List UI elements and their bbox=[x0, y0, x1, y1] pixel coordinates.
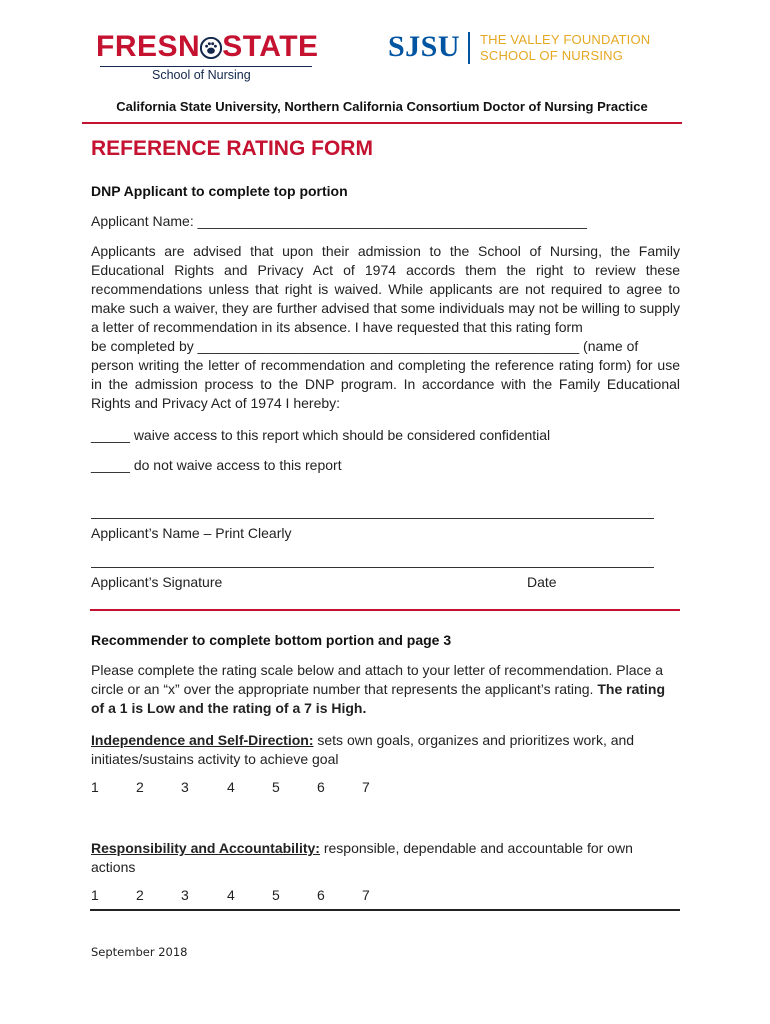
fresno-state-logo bbox=[96, 30, 319, 86]
advisory-paragraph-part1: Applicants are advised that upon their admission to the School of Nursing, the Family Educational Rights and Privacy Act of 1974 accords them the right to review these recommendations unless that right is waived. While applicants are not required to agree to make such a waiver, they are further advised that some individuals may not be willing to supply a letter of recommendation in its absence. I have requested that this rating form bbox=[91, 243, 680, 335]
rating-option-5[interactable]: 5 bbox=[272, 887, 280, 903]
rating-option-1[interactable]: 1 bbox=[91, 779, 99, 795]
recommender-instructions bbox=[91, 661, 680, 718]
sjsu-logo bbox=[388, 30, 658, 70]
not-waive-access-option[interactable]: _____ do not waive access to this report bbox=[91, 457, 342, 473]
section-divider bbox=[90, 609, 680, 611]
bottom-divider bbox=[90, 909, 680, 911]
advisory-paragraph-part2: person writing the letter of recommendation and completing the reference rating form) for use in the admission process to the DNP program. In accordance with the Family Educational Rights and Privacy Act of 1974 I hereby: bbox=[91, 357, 680, 411]
rating-option-3[interactable]: 3 bbox=[181, 779, 189, 795]
applicant-name-print-label: Applicant’s Name – Print Clearly bbox=[91, 525, 292, 541]
criterion-description: sets own goals, organizes and prioritizes work, and initiates/sustains activity to achieve goal bbox=[91, 732, 635, 767]
applicant-signature-label: Applicant’s Signature bbox=[91, 574, 223, 590]
rating-option-2[interactable]: 2 bbox=[136, 887, 144, 903]
rating-scale-explanation: The rating of a 1 is Low and the rating of a 7 is High. bbox=[91, 681, 666, 716]
criterion-title: Responsibility and Accountability: bbox=[91, 840, 320, 856]
sjsu-divider bbox=[468, 32, 470, 64]
rating-option-6[interactable]: 6 bbox=[317, 779, 325, 795]
applicant-signature-line[interactable] bbox=[91, 567, 654, 568]
date-label: Date bbox=[527, 574, 557, 590]
criterion-responsibility bbox=[91, 839, 680, 877]
rating-option-2[interactable]: 2 bbox=[136, 779, 144, 795]
rating-option-4[interactable]: 4 bbox=[227, 779, 235, 795]
rating-option-1[interactable]: 1 bbox=[91, 887, 99, 903]
fresno-state-wordmark: FRESN STATE bbox=[96, 30, 319, 63]
rating-option-4[interactable]: 4 bbox=[227, 887, 235, 903]
fresno-logo-rule bbox=[100, 66, 312, 67]
rating-option-5[interactable]: 5 bbox=[272, 779, 280, 795]
rating-option-3[interactable]: 3 bbox=[181, 887, 189, 903]
criterion-independence bbox=[91, 731, 680, 769]
form-title: REFERENCE RATING FORM bbox=[91, 137, 373, 160]
applicant-name-field[interactable]: Applicant Name: __________________________________________________ bbox=[91, 213, 587, 229]
paw-icon bbox=[200, 37, 222, 59]
valley-line-1: THE VALLEY FOUNDATION bbox=[480, 32, 651, 47]
rating-scale-responsibility bbox=[91, 887, 391, 907]
consortium-heading: California State University, Northern California Consortium Doctor of Nursing Practice bbox=[116, 99, 648, 114]
waive-access-option[interactable]: _____ waive access to this report which should be considered confidential bbox=[91, 427, 551, 443]
sjsu-wordmark: SJSU bbox=[388, 30, 461, 63]
rating-option-7[interactable]: 7 bbox=[362, 887, 370, 903]
header-divider bbox=[82, 122, 682, 124]
applicant-section-heading: DNP Applicant to complete top portion bbox=[91, 183, 348, 199]
rating-scale-independence bbox=[91, 779, 391, 799]
rating-option-7[interactable]: 7 bbox=[362, 779, 370, 795]
criterion-description: responsible, dependable and accountable for own actions bbox=[91, 840, 633, 875]
rating-option-6[interactable]: 6 bbox=[317, 887, 325, 903]
fresno-school-of-nursing: School of Nursing bbox=[152, 68, 251, 82]
recommender-section-heading: Recommender to complete bottom portion and page 3 bbox=[91, 632, 452, 648]
completed-by-field[interactable]: be completed by _________________________________________________ (name of bbox=[91, 338, 639, 354]
valley-line-2: SCHOOL OF NURSING bbox=[480, 48, 624, 63]
instructions-text: Please complete the rating scale below and attach to your letter of recommendation. Place a circle or an “x” over the appropriate number that represents the applicant’s rating. bbox=[91, 662, 663, 697]
footer-date: September 2018 bbox=[91, 945, 188, 959]
valley-foundation-name bbox=[480, 32, 650, 64]
criterion-title: Independence and Self-Direction: bbox=[91, 732, 314, 748]
applicant-name-line[interactable] bbox=[91, 518, 654, 519]
